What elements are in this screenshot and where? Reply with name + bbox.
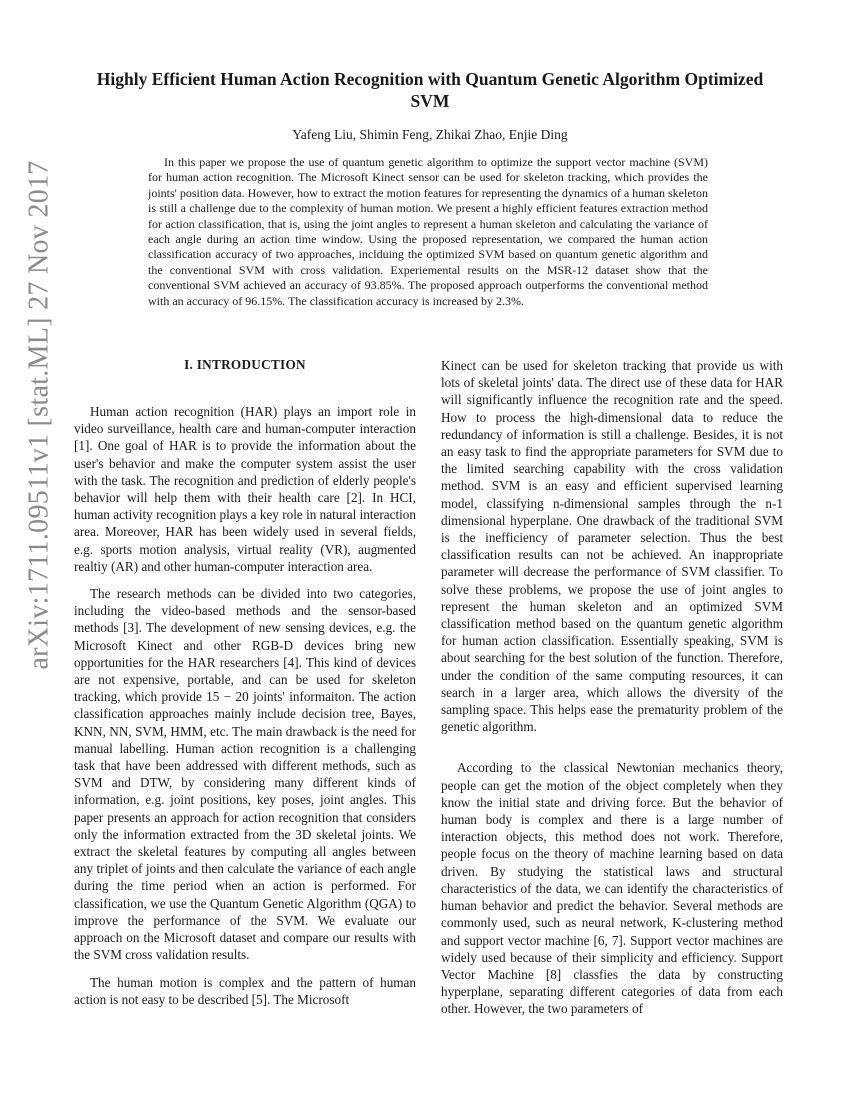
paragraph: The human motion is complex and the pattern of human action is not easy to be described [5]. The Microsoft [74,974,416,1007]
section-heading-introduction: I. INTRODUCTION [184,357,306,372]
paper-title: Highly Efficient Human Action Recognition with Quantum Genetic Algorithm Optimized SVM [96,69,764,111]
arxiv-identifier-text: arXiv:1711.09511v1 [stat.ML] 27 Nov 2017 [24,160,55,670]
paragraph: Human action recognition (HAR) plays an import role in video surveillance, health care and human-computer interaction [1]. One goal of HAR is to provide the information about the user's behavior and make the computer system assist the user with the task. The recognition and prediction of elderly people's behavior will help them with their health care [2]. In HCI, human activity recognition plays a key role in natural interaction area. Moreover, HAR has been widely used in several fields, e.g. sports motion analysis, virtual reality (VR), augmented realtiy (AR) and other human-computer interaction area. [74,404,416,574]
paragraph: According to the classical Newtonian mechanics theory, people can get the motion of the object completely when they know the initial state and driving force. But the behavior of human body is complex and there is a large number of interaction objects, this method does not work. Therefore, people focus on the theory of machine learning based on data driven. By studying the statistical laws and structural characteristics of the data, we can identify the characteristics of human behavior and predict the behavior. Several methods are commonly used, such as neural network, K-clustering method and support vector machine [6, 7]. Support vector machines are widely used because of their simplicity and efficiency. Support Vector Machine [8] classfies the data by constructing hyperplane, separating different categories of data from each other. However, the two parameters of [441,760,783,1017]
paper-authors: Yafeng Liu, Shimin Feng, Zhikai Zhao, Enjie Ding [292,127,568,142]
right-column [441,357,783,1018]
arxiv-identifier-stamp [15,135,65,695]
paragraph: Kinect can be used for skeleton tracking that provide us with lots of skeletal joints' data. The direct use of these data for HAR will significantly influence the recognition rate and the speed. How to process the high-dimensional data to reduce the redundancy of information is still a challenge. Besides, it is not an easy task to find the appropriate parameters for SVM due to the limited searching capability with the cross validation method. SVM is an easy and efficient supervised learning model, classifying n-dimensional samples through the n-1 dimensional hyperplane. One drawback of the traditional SVM is the inefficiency of parameter selection. Thus the best classification results can not be achieved. An inappropriate parameter will decrease the performance of SVM classifier. To solve these problems, we propose the use of joint angles to represent the human skeleton and an optimized SVM classification method based on the quantum genetic algorithm for human action classification. Essentially speaking, SVM is about searching for the best solution of the function. Therefore, under the condition of the same computing resources, it can search in a larger area, which allows the diversity of the sampling space. This helps ease the prematurity problem of the genetic algorithm. [441,358,783,735]
left-column [74,357,416,1008]
paragraph: The research methods can be divided into two categories, including the video-based methods and the sensor-based methods [3]. The development of new sensing devices, e.g. the Microsoft Kinect and other RGB-D devices bring new opportunities for the HAR researchers [4]. This kind of devices are not expensive, portable, and can be used for skeleton tracking, which provide 15 − 20 joints' informaiton. The action classification approaches mainly include decision tree, Bayes, KNN, NN, SVM, HMM, etc. The main drawback is the need for manual labelling. Human action recognition is a challenging task that have been addressed with different methods, such as SVM and DTW, by considering many different kinds of information, e.g. joint positions, key poses, joint angles. This paper presents an approach for action recognition that considers only the information extracted from the 3D skeletal joints. We extract the skeletal features by computing all angles between any triplet of joints and then calculate the variance of each angle during the time period when an action is performed. For classification, we use the Quantum Genetic Algorithm (QGA) to improve the performance of the SVM. We evaluate our approach on the Microsoft dataset and compare our results with the SVM cross validation results. [74,586,416,963]
abstract: In this paper we propose the use of quantum genetic algorithm to optimize the support vector machine (SVM) for human action recognition. The Microsoft Kinect sensor can be used for skeleton tracking, which provides the joints' position data. However, how to extract the motion features for representing the dynamics of a human skeleton is still a challenge due to the complexity of human motion. We present a highly efficient features extraction method for action classification, that is, using the joint angles to represent a human skeleton and calculating the variance of each angle during an action time window. Using the proposed representation, we compared the human action classification accuracy of two approaches, inclduing the optimized SVM based on quantum genetic algorithm and the conventional SVM with cross validation. Experiemental results on the MSR-12 dataset show that the conventional SVM achieved an accuracy of 93.85%. The proposed approach outperforms the conventional method with an accuracy of 96.15%. The classification accuracy is increased by 2.3%. [148,155,708,308]
